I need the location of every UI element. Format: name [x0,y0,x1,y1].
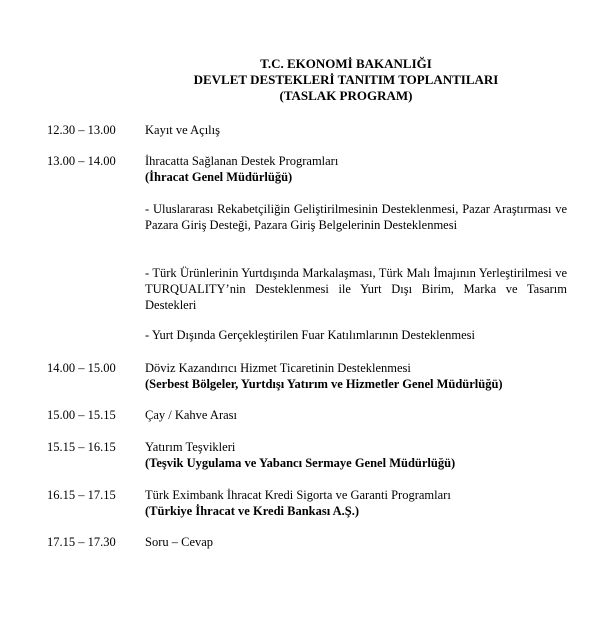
time-slot: 16.15 – 17.15 [47,488,116,502]
time-slot: 12.30 – 13.00 [47,123,116,137]
support-item: - Uluslararası Rekabetçiliğin Geliştirilmesinin Desteklenmesi, Pazar Araştırması ve Pazara Giriş Desteği, Pazara Giriş Belgelerinin Desteklenmesi [145,202,567,232]
ministry-title: T.C. EKONOMİ BAKANLIĞI [260,56,432,71]
session-title: Kayıt ve Açılış [145,123,220,137]
session-title: İhracatta Sağlanan Destek Programları [145,154,339,168]
time-slot: 17.15 – 17.30 [47,535,116,549]
document-header [0,56,612,104]
program-subtitle: (TASLAK PROGRAM) [279,88,413,103]
support-item: - Yurt Dışında Gerçekleştirilen Fuar Katılımlarının Desteklenmesi [145,328,476,342]
session-title: Türk Eximbank İhracat Kredi Sigorta ve Garanti Programları [145,488,451,502]
time-slot: 15.00 – 15.15 [47,408,116,422]
session-title: Çay / Kahve Arası [145,408,237,422]
session-block [145,153,565,185]
session-organizer: (İhracat Genel Müdürlüğü) [145,170,293,184]
session-organizer: (Türkiye İhracat ve Kredi Bankası A.Ş.) [145,504,360,518]
support-item: - Türk Ürünlerinin Yurtdışında Markalaşması, Türk Malı İmajının Yerleştirilmesi ve TURQUALITY’nin Desteklenmesi ile Yurt Dışı Birim, Marka ve Tasarım Destekleri [145,266,567,312]
session-title: Yatırım Teşvikleri [145,440,236,454]
time-slot: 14.00 – 15.00 [47,361,116,375]
session-title: Soru – Cevap [145,535,214,549]
session-organizer: (Serbest Bölgeler, Yurtdışı Yatırım ve Hizmetler Genel Müdürlüğü) [145,377,503,391]
session-block [145,487,565,519]
time-slot: 13.00 – 14.00 [47,154,116,168]
session-block [145,360,575,392]
session-title: Döviz Kazandırıcı Hizmet Ticaretinin Desteklenmesi [145,361,411,375]
time-slot: 15.15 – 16.15 [47,440,116,454]
session-organizer: (Teşvik Uygulama ve Yabancı Sermaye Genel Müdürlüğü) [145,456,456,470]
meeting-title: DEVLET DESTEKLERİ TANITIM TOPLANTILARI [193,72,499,87]
session-block [145,439,565,471]
